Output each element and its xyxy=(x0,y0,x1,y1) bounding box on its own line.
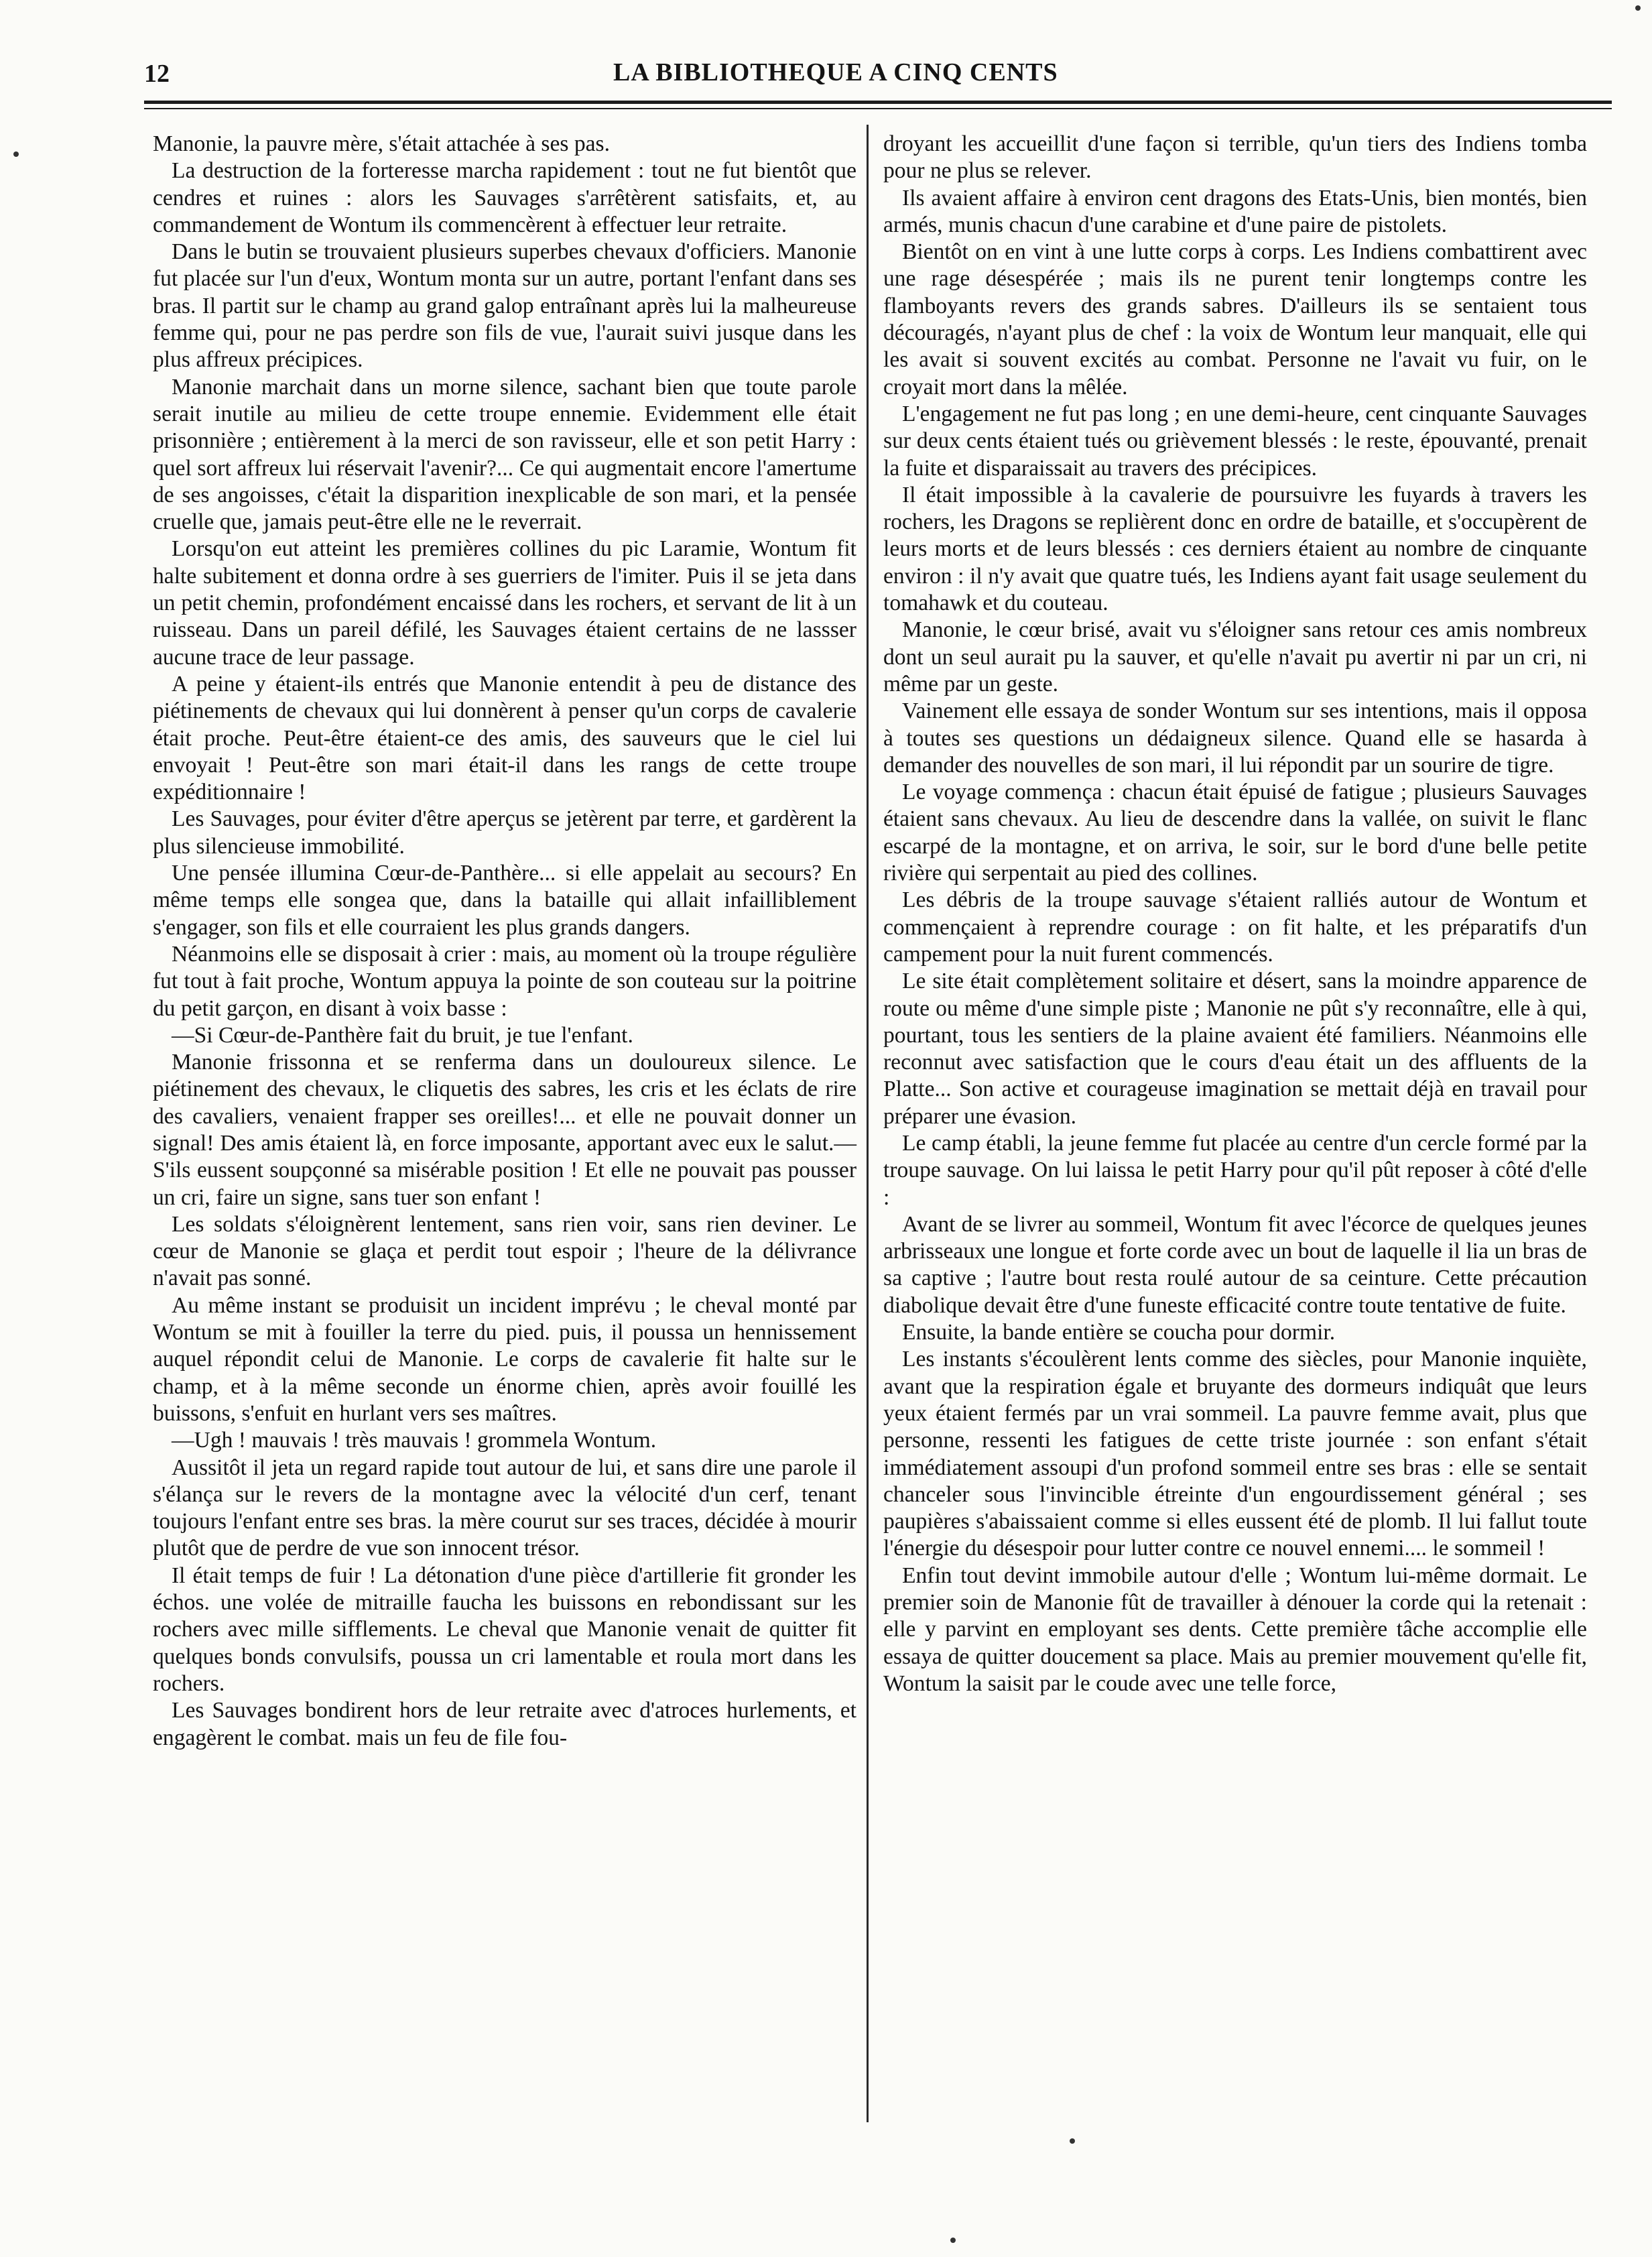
running-head xyxy=(144,58,1612,98)
scan-speck xyxy=(1070,2138,1075,2144)
paragraph: Manonie frissonna et se renferma dans un douloureux silence. Le piétinement des chevaux, le cliquetis des sabres, les cris et les éclats de rire des cavaliers, venaient frapper ses oreilles!... et elle ne pouvait donner un signal! Des amis étaient là, en force imposante, apportant avec eux le salut.— S'ils eussent soupçonné sa misérable position ! Et elle ne pouvait pas pousser un cri, faire un signe, sans tuer son enfant ! xyxy=(153,1050,856,1210)
paragraph: Au même instant se produisit un incident imprévu ; le cheval monté par Wontum se mit à fouiller la terre du pied. puis, il poussa un hennissement auquel répondit celui de Manonie. Le corps de cavalerie fit halte sur le champ, et à la même seconde un énorme chien, après avoir fouillé les buissons, s'enfuit en hurlant vers ses maîtres. xyxy=(153,1292,856,1426)
scan-speck xyxy=(1635,5,1641,11)
paragraph: Manonie, la pauvre mère, s'était attachée à ses pas. xyxy=(153,131,610,156)
paragraph: Bientôt on en vint à une lutte corps à corps. Les Indiens combattirent avec une rage désespérée ; mais ils ne purent tenir longtemps contre les flamboyants revers des grands sabres. D'ailleurs ils se sentaient tous découragés, n'ayant plus de chef : la voix de Wontum leur manquait, elle qui les avait si souvent excités au combat. Personne ne l'avait vu fuir, on le croyait mort dans la mêlée. xyxy=(883,239,1587,400)
paragraph: Les Sauvages, pour éviter d'être aperçus se jetèrent par terre, et gardèrent la plus silencieuse immobilité. xyxy=(153,806,856,859)
paragraph: Avant de se livrer au sommeil, Wontum fit avec l'écorce de quelques jeunes arbrisseaux une longue et forte corde avec un bout de laquelle il lia un bras de sa captive ; l'autre bout resta roulé autour de sa ceinture. Cette précaution diabolique devait être d'une funeste efficacité contre toute tentative de fuite. xyxy=(883,1211,1587,1318)
paragraph: Ils avaient affaire à environ cent dragons des Etats-Unis, bien montés, bien armés, munis chacun d'une carabine et d'une paire de pistolets. xyxy=(883,185,1587,237)
paragraph: Le camp établi, la jeune femme fut placée au centre d'un cercle formé par la troupe sauvage. On lui laissa le petit Harry pour qu'il pût reposer à côté d'elle : xyxy=(883,1130,1587,1210)
running-title: LA BIBLIOTHEQUE A CINQ CENTS xyxy=(613,58,1058,86)
paragraph: Manonie marchait dans un morne silence, sachant bien que toute parole serait inutile au milieu de cette troupe ennemie. Evidemment elle était prisonnière ; entièrement à la merci de son ravisseur, elle et son petit Harry : quel sort affreux lui réservait l'avenir?... Ce qui augmentait encore l'amertume de ses angoisses, c'était la disparition inexplicable de son mari, et la pensée cruelle que, jamais peut-être elle ne le reverrait. xyxy=(153,374,856,535)
paragraph: Manonie, le cœur brisé, avait vu s'éloigner sans retour ces amis nombreux dont un seul aurait pu la sauver, et qu'elle n'avait pu avertir ni par un cri, ni même par un geste. xyxy=(883,617,1587,696)
paragraph: Lorsqu'on eut atteint les premières collines du pic Laramie, Wontum fit halte subitement et donna ordre à ses guerriers de l'imiter. Puis il se jeta dans un petit chemin, profondément encaissé dans les rochers, et servant de lit à un ruisseau. Dans un pareil défilé, les Sauvages étaient certains de ne lassser aucune trace de leur passage. xyxy=(153,536,856,670)
paragraph: Une pensée illumina Cœur-de-Panthère... si elle appelait au secours? En même temps elle songea que, dans la bataille qui allait infailliblement s'engager, son fils et elle courraient les plus grands dangers. xyxy=(153,861,856,940)
paragraph: La destruction de la forteresse marcha rapidement : tout ne fut bientôt que cendres et ruines : alors les Sauvages s'arrêtèrent satisfaits, et, au commandement de Wontum ils commencèrent à effectuer leur retraite. xyxy=(153,158,856,237)
right-column xyxy=(883,131,1587,1697)
paragraph: droyant les accueillit d'une façon si terrible, qu'un tiers des Indiens tomba pour ne plus se relever. xyxy=(883,131,1587,184)
paragraph: L'engagement ne fut pas long ; en une demi-heure, cent cinquante Sauvages sur deux cents étaient tués ou grièvement blessés : le reste, épouvanté, prenait la fuite et disparaissait au travers des précipices. xyxy=(883,401,1587,481)
paragraph: Les instants s'écoulèrent lents comme des siècles, pour Manonie inquiète, avant que la respiration égale et bruyante des dormeurs indiquât que leurs yeux étaient fermés par un vrai sommeil. La pauvre femme avait, plus que personne, ressenti les fatigues de cette triste journée : son enfant s'était immédiatement assoupi d'un profond sommeil entre ses bras : elle se sentait chanceler sous l'invincible étreinte d'un engourdissement général ; ses paupières s'abaissaient comme si elles eussent été de plomb. Il lui fallut toute l'énergie du désespoir pour lutter contre ce nouvel ennemi.... le sommeil ! xyxy=(883,1347,1587,1561)
left-column xyxy=(153,131,856,1752)
scan-speck xyxy=(950,2238,956,2243)
header-rule-thick xyxy=(144,101,1612,104)
header-rule-thin xyxy=(144,108,1612,109)
paragraph: Les soldats s'éloignèrent lentement, sans rien voir, sans rien deviner. Le cœur de Manonie se glaça et perdit tout espoir ; l'heure de la délivrance n'avait pas sonné. xyxy=(153,1211,856,1291)
paragraph: A peine y étaient-ils entrés que Manonie entendit à peu de distance des piétinements de chevaux qui lui donnèrent à penser qu'un corps de cavalerie était proche. Peut-être étaient-ce des amis, des sauveurs que le ciel lui envoyait ! Peut-être son mari était-il dans les rangs de cette troupe expéditionnaire ! xyxy=(153,671,856,805)
paragraph: Les Sauvages bondirent hors de leur retraite avec d'atroces hurlements, et engagèrent le combat. mais un feu de file fou- xyxy=(153,1698,856,1750)
paragraph: Ensuite, la bande entière se coucha pour dormir. xyxy=(902,1320,1336,1345)
paragraph: Enfin tout devint immobile autour d'elle ; Wontum lui-même dormait. Le premier soin de Manonie fût de travailler à dénouer la corde qui la retenait : elle y parvint en employant ses dents. Cette première tâche accomplie elle essaya de quitter doucement sa place. Mais au premier mouvement qu'elle fit, Wontum la saisit par le coude avec une telle force, xyxy=(883,1563,1587,1696)
paragraph: Les débris de la troupe sauvage s'étaient ralliés autour de Wontum et commençaient à reprendre courage : on fit halte, et les préparatifs d'un campement pour la nuit furent commencés. xyxy=(883,888,1587,967)
paragraph: —Ugh ! mauvais ! très mauvais ! grommela Wontum. xyxy=(172,1428,657,1453)
paragraph: Dans le butin se trouvaient plusieurs superbes chevaux d'officiers. Manonie fut placée sur l'un d'eux, Wontum monta sur un autre, portant l'enfant dans ses bras. Il partit sur le champ au grand galop entraînant après lui la malheureuse femme qui, pour ne pas perdre son fils de vue, l'aurait suivi jusque dans les plus affreux précipices. xyxy=(153,239,856,373)
scan-speck xyxy=(13,151,19,157)
paragraph: —Si Cœur-de-Panthère fait du bruit, je tue l'enfant. xyxy=(172,1022,633,1048)
column-divider xyxy=(867,125,869,2122)
paragraph: Le voyage commença : chacun était épuisé de fatigue ; plusieurs Sauvages étaient sans chevaux. Au lieu de descendre dans la vallée, on suivit le flanc escarpé de la montagne, et on arriva, le soir, sur le bord d'une belle petite rivière qui serpentait au pied des collines. xyxy=(883,780,1587,886)
paragraph: Vainement elle essaya de sonder Wontum sur ses intentions, mais il opposa à toutes ses questions un dédaigneux silence. Quand elle se hasarda à demander des nouvelles de son mari, il lui répondit par un sourire de tigre. xyxy=(883,698,1587,778)
paragraph: Aussitôt il jeta un regard rapide tout autour de lui, et sans dire une parole il s'élança sur le revers de la montagne avec la vélocité d'un cerf, tenant toujours l'enfant entre ses bras. la mère courut sur ses traces, décidée à mourir plutôt que de perdre de vue son innocent trésor. xyxy=(153,1455,856,1561)
paragraph: Il était temps de fuir ! La détonation d'une pièce d'artillerie fit gronder les échos. une volée de mitraille faucha les buissons en rebondissant sur les rochers avec mille sifflements. Le cheval que Manonie venait de quitter fit quelques bonds convulsifs, poussa un cri lamentable et roula mort dans les rochers. xyxy=(153,1563,856,1696)
paragraph: Il était impossible à la cavalerie de poursuivre les fuyards à travers les rochers, les Dragons se replièrent donc en ordre de bataille, et s'occupèrent de leurs morts et de leurs blessés : ces derniers étaient au nombre de cinquante environ : il n'y avait que quatre tués, les Indiens ayant fait usage seulement du tomahawk et du couteau. xyxy=(883,482,1587,616)
page-number: 12 xyxy=(144,60,170,88)
paragraph: Le site était complètement solitaire et désert, sans la moindre apparence de route ou même d'une simple piste ; Manonie ne pût s'y reconnaître, elle à qui, pourtant, tous les sentiers de la plaine avaient été familiers. Néanmoins elle reconnut avec satisfaction que le cours d'eau était un des affluents de la Platte... Son active et courageuse imagination se mettait déjà en travail pour préparer une évasion. xyxy=(883,969,1587,1129)
paragraph: Néanmoins elle se disposait à crier : mais, au moment où la troupe régulière fut tout à fait proche, Wontum appuya la pointe de son couteau sur la poitrine du petit garçon, en disant à voix basse : xyxy=(153,941,856,1021)
